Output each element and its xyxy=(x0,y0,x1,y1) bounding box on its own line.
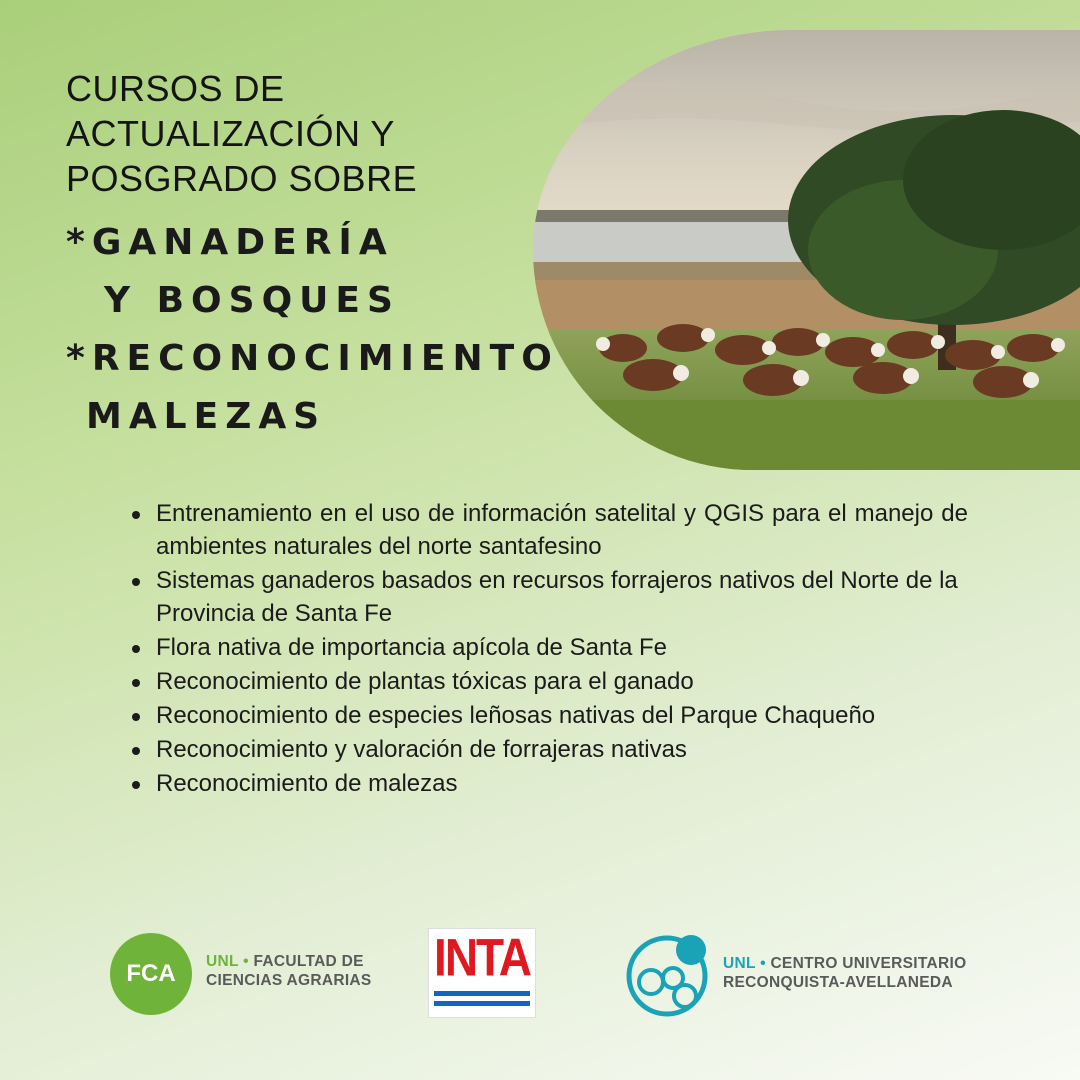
inta-logo xyxy=(428,928,536,1018)
fca-line-2: CIENCIAS AGRARIAS xyxy=(206,972,372,989)
list-item: Reconocimiento de plantas tóxicas para el ganado xyxy=(128,665,968,698)
list-item: Reconocimiento de malezas xyxy=(128,767,968,800)
title-block xyxy=(66,66,586,201)
cura-logo-text: UNL • CENTRO UNIVERSITARIO RECONQUISTA-AVELLANEDA xyxy=(723,955,967,991)
list-item: Sistemas ganaderos basados en recursos forrajeros nativos del Norte de la Provincia de Santa Fe xyxy=(128,564,968,630)
cura-line-1: CENTRO UNIVERSITARIO xyxy=(770,955,967,972)
list-item: Reconocimiento y valoración de forrajeras nativas xyxy=(128,733,968,766)
fca-unl-label: UNL xyxy=(206,953,239,970)
inta-word: INTA xyxy=(434,927,530,987)
fca-logo-text: UNL • FACULTAD DE CIENCIAS AGRARIAS xyxy=(206,953,372,989)
inta-stripe-icon xyxy=(434,1001,530,1006)
title-line-1: CURSOS DE xyxy=(66,68,285,109)
title-line-3: POSGRADO SOBRE xyxy=(66,158,418,199)
inta-stripe-icon xyxy=(434,991,530,996)
list-item: Flora nativa de importancia apícola de Santa Fe xyxy=(128,631,968,664)
topic-ganaderia: *GANADERÍA xyxy=(66,222,394,263)
topic-reconocimiento: *RECONOCIMIENTO xyxy=(66,338,559,379)
fca-badge-text: FCA xyxy=(126,960,176,987)
cura-line-2: RECONQUISTA-AVELLANEDA xyxy=(723,974,953,991)
list-item: Reconocimiento de especies leñosas nativas del Parque Chaqueño xyxy=(128,699,968,732)
cura-circles-icon xyxy=(625,930,715,1020)
topic-bosques: Y BOSQUES xyxy=(104,280,400,321)
cattle-landscape-photo xyxy=(533,30,1080,470)
topic-malezas: MALEZAS xyxy=(86,396,327,437)
fca-logo xyxy=(110,933,192,1015)
fca-line-1: FACULTAD DE xyxy=(253,953,364,970)
cura-unl-label: UNL xyxy=(723,955,756,972)
photo-illustration xyxy=(533,30,1080,470)
list-item: Entrenamiento en el uso de información satelital y QGIS para el manejo de ambientes naturales del norte santafesino xyxy=(128,497,968,563)
course-list xyxy=(128,497,968,801)
logos-footer xyxy=(0,920,1080,1030)
title-line-2: ACTUALIZACIÓN Y xyxy=(66,113,395,154)
